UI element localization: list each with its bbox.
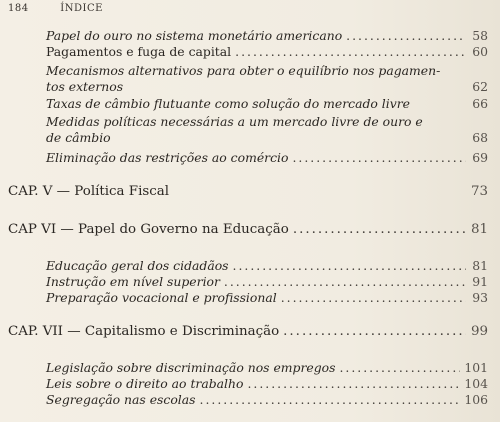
toc-entry-title: Segregação nas escolas: [46, 392, 196, 407]
chapter-entry-cap5: [8, 184, 488, 200]
chapter-entry-cap6: [8, 222, 488, 238]
chapter-title: CAP. VII — Capitalismo e Discriminação: [8, 324, 280, 339]
leader-dots: [224, 274, 466, 290]
leader-dots: [293, 222, 466, 238]
toc-entry-page: 60: [472, 44, 488, 59]
toc-entry-page: 104: [464, 376, 488, 391]
toc-entry-title-line1: Medidas políticas necessárias a um mercado livre de ouro e: [46, 114, 423, 129]
chapter-title: CAP. V — Política Fiscal: [8, 184, 170, 199]
toc-entry-page: 66: [472, 96, 488, 111]
leader-dots: [339, 360, 460, 376]
chapter-page: 73: [470, 184, 488, 199]
toc-entry: [46, 130, 488, 146]
chapter-page: 99: [470, 324, 488, 339]
toc-entry: [46, 28, 488, 44]
toc-entry-title: Leis sobre o direito ao trabalho: [46, 376, 244, 391]
toc-entry-page: 91: [472, 274, 488, 289]
toc-entry-title-line1: Mecanismos alternativos para obter o equilíbrio nos pagamen-: [46, 63, 441, 78]
page-header: [8, 3, 103, 14]
leader-dots: [281, 290, 466, 306]
leader-dots: [200, 392, 461, 408]
toc-entry-title: Legislação sobre discriminação nos empregos: [46, 360, 336, 375]
toc-entry: [46, 258, 488, 274]
toc-entry-page: 69: [472, 150, 488, 165]
page-number: 184: [8, 3, 29, 14]
toc-entry-page: 81: [472, 258, 488, 273]
toc-entry-page: 58: [472, 28, 488, 43]
running-title: ÍNDICE: [60, 3, 103, 14]
chapter-title: CAP VI — Papel do Governo na Educação: [8, 222, 289, 237]
leader-dots: [235, 44, 466, 60]
toc-entry: [46, 96, 488, 112]
toc-entry-page: 93: [472, 290, 488, 305]
toc-entry-page: 68: [472, 130, 488, 145]
leader-dots: [283, 324, 466, 340]
toc-entry: [46, 290, 488, 306]
toc-entry-page: 106: [464, 392, 488, 407]
toc-entry: [46, 44, 488, 60]
leader-dots: [346, 28, 466, 44]
toc-entry-title-line2: tos externos: [46, 79, 124, 94]
leader-dots: [292, 150, 466, 166]
toc-entry-title: Papel do ouro no sistema monetário americano: [46, 28, 343, 43]
chapter-entry-cap7: [8, 324, 488, 340]
leader-dots: [233, 258, 466, 274]
leader-dots: [247, 376, 460, 392]
chapter-page: 81: [470, 222, 488, 237]
toc-entry-title: Instrução em nível superior: [46, 274, 220, 289]
toc-entry-title: Pagamentos e fuga de capital: [46, 44, 232, 59]
toc-entry-page: 62: [472, 79, 488, 94]
toc-entry: [46, 392, 488, 408]
toc-entry-title: Preparação vocacional e profissional: [46, 290, 277, 305]
toc-entry: [46, 376, 488, 392]
toc-entry-page: 101: [464, 360, 488, 375]
toc-entry: [46, 274, 488, 290]
toc-entry: [46, 150, 488, 166]
toc-entry-title: Eliminação das restrições ao comércio: [46, 150, 289, 165]
toc-entry: [46, 360, 488, 376]
toc-entry-title: Educação geral dos cidadãos: [46, 258, 229, 273]
toc-entry: [46, 79, 488, 95]
toc-entry-title: Taxas de câmbio flutuante como solução do mercado livre: [46, 96, 410, 111]
toc-entry-title-line2: de câmbio: [46, 130, 111, 145]
